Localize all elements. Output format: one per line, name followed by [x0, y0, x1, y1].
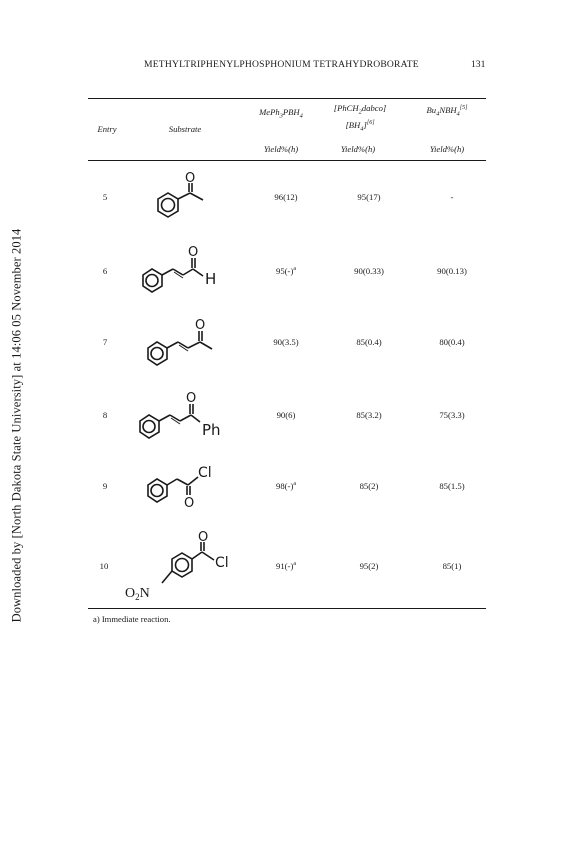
header-reagent-1: $MePh_3PBH_4$ [259, 107, 303, 120]
header-yield-3: Yield%(h) [429, 144, 465, 154]
yield-cell: $98(-)^a$ [275, 481, 297, 491]
svg-text:Ph: Ph [202, 421, 221, 439]
yield-cell: 85(1) [442, 561, 462, 571]
entry-number: 6 [102, 266, 108, 276]
header-reagent-3: $Bu_4NBH_4[5]$ [426, 104, 468, 118]
chalcone-structure [132, 388, 242, 453]
svg-text:O: O [188, 245, 199, 260]
svg-text:O: O [186, 391, 197, 406]
table-bottom-rule [88, 608, 486, 609]
header-bottom-rule [88, 160, 486, 161]
yield-cell: $95(-)^a$ [275, 266, 297, 276]
running-head: METHYLTRIPHENYLPHOSPHONIUM TETRAHYDROBORATE [144, 59, 419, 70]
svg-text:Cl: Cl [215, 555, 229, 571]
entry-number: 7 [102, 337, 108, 347]
table-top-rule [88, 98, 486, 99]
yield-cell: 85(0.4) [356, 337, 382, 347]
phenylacetyl-chloride-structure [140, 462, 250, 527]
benzalacetone-structure [140, 315, 250, 380]
acetophenone-structure [140, 170, 250, 235]
header-yield-1: Yield%(h) [263, 144, 299, 154]
cinnamaldehyde-structure [135, 242, 245, 307]
yield-cell: 80(0.4) [439, 337, 465, 347]
header-entry: Entry [97, 124, 117, 134]
yield-cell: 90(0.13) [437, 266, 467, 276]
yield-cell: 95(17) [357, 192, 381, 202]
entry-number: 10 [99, 561, 109, 571]
yield-cell: 85(3.2) [356, 410, 382, 420]
yield-cell: 95(2) [359, 561, 379, 571]
yield-cell: 85(2) [359, 481, 379, 491]
svg-text:O: O [198, 530, 209, 545]
yield-cell: 90(6) [276, 410, 296, 420]
table-footnote: a) Immediate reaction. [93, 614, 171, 624]
svg-text:O: O [195, 318, 206, 333]
page-number: 131 [471, 59, 486, 70]
download-watermark: Downloaded by [North Dakota State University] at 14:06 05 November 2014 [9, 228, 24, 623]
yield-cell: 90(0.33) [354, 266, 384, 276]
yield-cell: 75(3.3) [439, 410, 465, 420]
nitrobenzoyl-chloride-structure [122, 530, 242, 610]
svg-text:O2N: $O_2N$ [125, 586, 150, 602]
yield-cell: $91(-)^a$ [275, 561, 297, 571]
entry-number: 8 [102, 410, 108, 420]
svg-text:O: O [184, 496, 195, 511]
entry-number: 9 [102, 481, 108, 491]
yield-cell: 90(3.5) [273, 337, 299, 347]
svg-text:Cl: Cl [198, 465, 212, 481]
header-substrate: Substrate [168, 124, 202, 134]
entry-number: 5 [102, 192, 108, 202]
yield-cell: 85(1.5) [439, 481, 465, 491]
yield-cell: - [450, 192, 454, 202]
header-reagent-2: [PhCH$_2$dabco] $[BH_4][6]$ [333, 103, 387, 133]
header-yield-2: Yield%(h) [340, 144, 376, 154]
svg-text:O: O [185, 171, 196, 186]
yield-cell: 96(12) [274, 192, 298, 202]
svg-text:H: H [205, 270, 217, 288]
